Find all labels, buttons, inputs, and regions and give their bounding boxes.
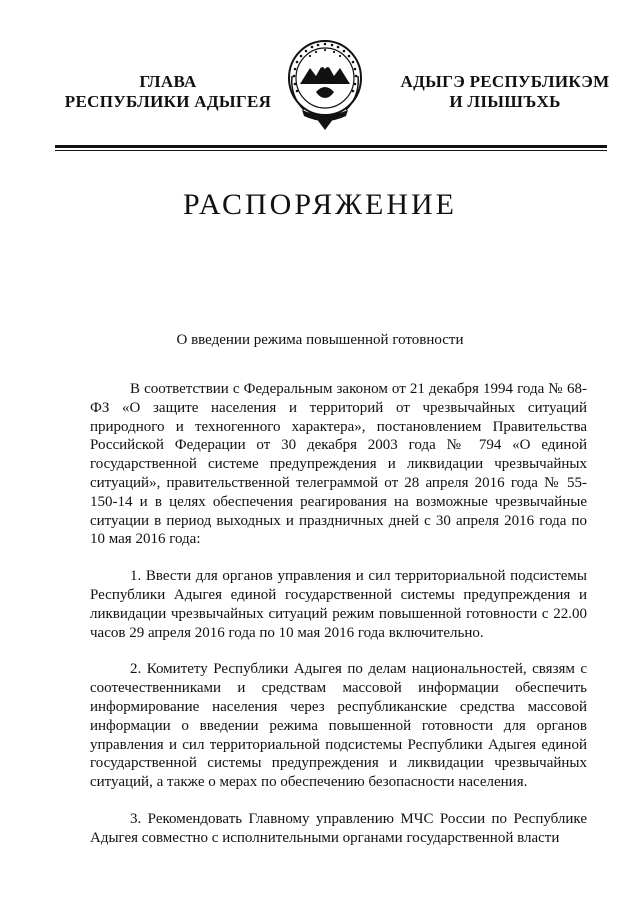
coat-of-arms-icon <box>286 36 364 132</box>
document-title: РАСПОРЯЖЕНИЕ <box>182 188 458 221</box>
header-left-line1: ГЛАВА <box>139 72 197 91</box>
paragraph-item-1: 1. Ввести для органов управления и сил территориальной подсистемы Республики Адыгея единой государственной системы предупреждения и ликвидации чрезвычайных ситуаций режим повышенной готовности с 22.00 часов 29 апреля 2016 года по 10 мая 2016 года включительно. <box>90 568 587 641</box>
header-left-line2: РЕСПУБЛИКИ АДЫГЕЯ <box>64 92 272 111</box>
paragraph-item-3: 3. Рекомендовать Главному управлению МЧС России по Республике Адыгея совместно с исполнительными органами государственной власти <box>90 810 587 846</box>
document-body <box>90 380 587 866</box>
header-right <box>390 72 620 112</box>
header-right-line2: И ЛІЫШЪХЬ <box>449 92 561 111</box>
paragraph-preamble: В соответствии с Федеральным законом от 21 декабря 1994 года № 68-ФЗ «О защите населения и территорий от чрезвычайных ситуаций природного и техногенного характера», постановлением Правительства Российской Федерации от 30 декабря 2003 года № 794 «О единой государственной системе предупреждения и ликвидации чрезвычайных ситуаций», правительственной телеграммой от 28 апреля 2016 года № 55-150-14 и в целях обеспечения реагирования на возможные чрезвычайные ситуации в период выходных и праздничных дней с 30 апреля 2016 года по 10 мая 2016 года: <box>90 381 587 548</box>
header-left <box>58 72 278 112</box>
header-divider-thin <box>55 150 607 151</box>
document-subject: О введении режима повышенной готовности <box>176 332 464 348</box>
paragraph-item-2: 2. Комитету Республики Адыгея по делам национальностей, связям с соотечественниками и средствам массовой информации обеспечить информирование населения через республиканские средства массовой информации о введении режима повышенной готовности для органов управления и сил территориальной подсистемы Республики Адыгея единой государственной системы предупреждения и ликвидации чрезвычайных ситуаций, а также о мерах по обеспечению безопасности населения. <box>90 661 587 791</box>
header-divider-thick <box>55 145 607 148</box>
header-right-line1: АДЫГЭ РЕСПУБЛИКЭМ <box>400 72 610 91</box>
